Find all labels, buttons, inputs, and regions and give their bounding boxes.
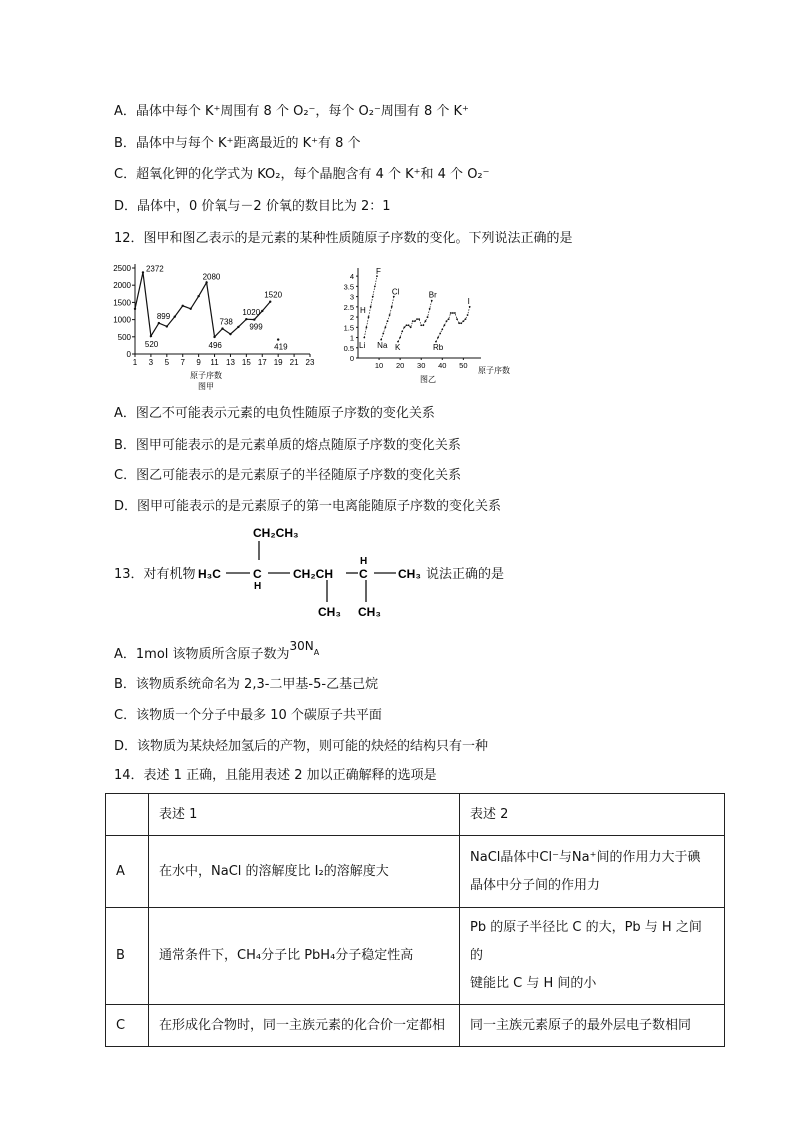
q14-table xyxy=(105,793,725,1047)
q13-stem-prefix: 13．对有机物 xyxy=(114,567,196,582)
chart-yi-element-label: Cl xyxy=(391,287,400,297)
chart-jia-data-label: 496 xyxy=(208,340,222,350)
chart-yi-series-line xyxy=(436,307,470,342)
row-s2 xyxy=(460,908,725,1005)
chart-yi-y-tick-label: 0.5 xyxy=(343,343,354,353)
table-row xyxy=(106,1005,725,1047)
chart-jia-y-tick-label: 2000 xyxy=(113,281,131,291)
chart-yi-element-label: Rb xyxy=(432,342,444,352)
chart-jia-x-tick-label: 23 xyxy=(305,358,315,367)
chart-yi-y-tick-label: 3 xyxy=(349,292,354,302)
chart-yi-element-label: F xyxy=(375,267,381,277)
chart-yi-y-tick-label: 2.5 xyxy=(343,302,354,312)
q13-option-a-formula: 30N xyxy=(289,639,314,653)
chart-jia-data-label: 1520 xyxy=(264,290,283,300)
chart-jia-y-tick-label: 500 xyxy=(117,332,131,342)
struct-h-below-c1: H xyxy=(254,581,262,592)
chart-jia-point xyxy=(245,318,247,320)
chart-jia-y-tick-label: 1000 xyxy=(113,315,131,325)
chart-jia-point xyxy=(166,325,168,327)
chart-yi-x-tick-label: 30 xyxy=(417,361,426,370)
q12-stem: 12．图甲和图乙表示的是元素的某种性质随原子序数的变化。下列说法正确的是 xyxy=(114,231,573,246)
chart-jia-y-tick-label: 1500 xyxy=(113,298,131,308)
q13-option-a xyxy=(114,639,320,664)
chart-jia-point xyxy=(269,301,271,303)
row-s1: 通常条件下，CH₄分子比 PbH₄分子稳定性高 xyxy=(149,908,460,1005)
row-label: A xyxy=(106,836,149,908)
table-row xyxy=(106,908,725,1005)
chart-yi-y-tick-label: 1.5 xyxy=(343,323,354,333)
table-header-s1: 表述 1 xyxy=(149,794,460,836)
row-s1: 在水中，NaCl 的溶解度比 I₂的溶解度大 xyxy=(149,836,460,908)
chart-yi-xlabel: 原子序数 xyxy=(478,366,510,375)
chart-jia-point xyxy=(134,308,136,310)
struct-c2: C xyxy=(359,567,368,581)
chart-jia-x-tick-label: 7 xyxy=(180,358,185,367)
table-header-row xyxy=(106,794,725,836)
row-s1: 在形成化合物时，同一主族元素的化合价一定都相 xyxy=(149,1005,460,1047)
q12-option-c: C．图乙可能表示的是元素原子的半径随原子序数的变化关系 xyxy=(114,468,462,483)
q13-stem-suffix: 说法正确的是 xyxy=(426,567,505,582)
chart-jia-x-tick-label: 21 xyxy=(289,358,299,367)
chart-yi-y-tick-label: 3.5 xyxy=(343,282,354,292)
q13-option-c: C．该物质一个分子中最多 10 个碳原子共平面 xyxy=(114,708,382,723)
q13-option-b: B．该物质系统命名为 2,3-二甲基-5-乙基己烷 xyxy=(114,677,379,692)
chart-jia-point xyxy=(150,335,152,337)
chart-yi-element-label: K xyxy=(395,342,401,352)
chart-yi-element-label: I xyxy=(467,296,470,306)
row-s2-line2: 晶体中分子间的作用力 xyxy=(470,877,601,893)
table-header-empty xyxy=(106,794,149,836)
chart-jia-caption: 图甲 xyxy=(198,382,214,391)
chart-jia-data-label: 419 xyxy=(274,342,288,352)
chart-yi-element-label: Li xyxy=(359,340,366,350)
chart-jia-x-tick-label: 11 xyxy=(210,358,219,367)
chart-yi-y-tick-label: 4 xyxy=(349,272,354,282)
chart-yi-x-tick-label: 10 xyxy=(374,361,384,370)
chart-jia-point xyxy=(237,326,239,328)
struct-branch-ch3-2: CH₃ xyxy=(358,605,381,619)
struct-ch2ch: CH₂CH xyxy=(293,567,333,581)
q13-option-a-sub: A xyxy=(313,648,320,657)
chart-jia-y-tick-label: 0 xyxy=(126,350,131,359)
chart-yi-element-label: Na xyxy=(377,340,388,350)
chart-jia-point xyxy=(142,271,144,273)
chart-jia-point xyxy=(174,315,176,317)
chart-jia-x-tick-label: 15 xyxy=(241,358,251,367)
chart-yi-x-tick-label: 20 xyxy=(395,361,405,370)
chart-jia-point xyxy=(221,327,223,329)
chart-jia-point xyxy=(213,336,215,338)
chart-yi-y-tick-label: 0 xyxy=(349,354,354,363)
chart-yi-y-tick-label: 2 xyxy=(349,313,354,323)
row-s2-line1: Pb 的原子半径比 C 的大，Pb 与 H 之间的 xyxy=(470,920,702,963)
q14-stem: 14．表述 1 正确，且能用表述 2 加以正确解释的选项是 xyxy=(114,768,437,783)
chart-jia-x-tick-label: 9 xyxy=(196,358,201,367)
chart-yi-x-tick-label: 40 xyxy=(438,361,447,370)
chart-jia-data-label: 2372 xyxy=(145,264,164,274)
chart-yi-x-tick-label: 50 xyxy=(459,361,468,370)
row-s2-line2: 键能比 C 与 H 间的小 xyxy=(470,976,597,991)
struct-h-above-c2: H xyxy=(360,556,368,567)
chart-jia-x-tick-label: 1 xyxy=(132,358,138,367)
chart-jia-point xyxy=(261,310,263,312)
chart-jia-data-label: 738 xyxy=(219,317,233,327)
q11-option-c: C．超氧化钾的化学式为 KO₂，每个晶胞含有 4 个 K⁺和 4 个 O₂⁻ xyxy=(114,167,490,182)
row-s2-line1: NaCl晶体中Cl⁻与Na⁺间的作用力大于碘 xyxy=(470,849,701,865)
chart-jia-data-label: 899 xyxy=(156,312,171,322)
struct-c1: C xyxy=(253,567,262,581)
chart-jia-data-label: 2080 xyxy=(202,272,221,282)
chart-jia-point xyxy=(253,318,255,320)
chart-jia xyxy=(108,258,328,393)
chart-jia-point xyxy=(197,295,199,297)
chart-jia-y-tick-label: 2500 xyxy=(113,264,131,273)
chart-jia-data-label: 999 xyxy=(249,322,263,332)
row-label: C xyxy=(106,1005,149,1047)
chart-jia-x-tick-label: 19 xyxy=(273,358,283,367)
chart-jia-x-tick-label: 3 xyxy=(148,358,154,367)
chart-yi-series-line xyxy=(381,297,394,340)
chart-jia-x-tick-label: 17 xyxy=(257,358,267,367)
row-label: B xyxy=(106,908,149,1005)
chart-yi-y-tick-label: 1 xyxy=(349,333,354,343)
chart-jia-x-tick-label: 5 xyxy=(164,358,170,367)
struct-top-ethyl: CH₂CH₃ xyxy=(253,526,299,540)
chart-jia-x-tick-label: 13 xyxy=(226,358,235,367)
chart-yi xyxy=(336,262,526,387)
chart-yi-element-label: H xyxy=(360,305,366,315)
chart-jia-point xyxy=(158,322,160,324)
q13-structure xyxy=(196,522,428,622)
q13-option-d: D．该物质为某炔烃加氢后的产物，则可能的炔烃的结构只有一种 xyxy=(114,739,489,754)
chart-jia-data-label: 520 xyxy=(144,340,159,350)
chart-jia-point xyxy=(189,308,191,310)
q12-option-a: A．图乙不可能表示元素的电负性随原子序数的变化关系 xyxy=(114,406,435,421)
chart-jia-xlabel: 原子序数 xyxy=(190,371,222,380)
q13-option-a-text: A．1mol 该物质所含原子数为 xyxy=(114,647,290,662)
q11-option-b: B．晶体中与每个 K⁺距离最近的 K⁺有 8 个 xyxy=(114,136,361,151)
struct-ch3-right: CH₃ xyxy=(398,567,421,581)
q11-option-a: A．晶体中每个 K⁺周围有 8 个 O₂⁻，每个 O₂⁻周围有 8 个 K⁺ xyxy=(114,104,469,119)
q12-option-b: B．图甲可能表示的是元素单质的熔点随原子序数的变化关系 xyxy=(114,438,461,453)
struct-branch-ch3-1: CH₃ xyxy=(318,605,341,619)
chart-yi-caption: 图乙 xyxy=(420,375,436,384)
chart-jia-point xyxy=(182,305,184,307)
struct-h3c: H₃C xyxy=(198,567,221,581)
table-row xyxy=(106,836,725,908)
chart-jia-point xyxy=(205,281,207,283)
row-s2 xyxy=(460,836,725,908)
q11-option-d: D．晶体中，0 价氧与－2 价氧的数目比为 2：1 xyxy=(114,199,391,214)
row-s2 xyxy=(460,1005,725,1047)
chart-jia-data-label: 1020 xyxy=(242,308,261,318)
row-s2-line1: 同一主族元素原子的最外层电子数相同 xyxy=(470,1017,692,1033)
chart-jia-point xyxy=(229,333,231,335)
q12-option-d: D．图甲可能表示的是元素原子的第一电离能随原子序数的变化关系 xyxy=(114,499,502,514)
chart-yi-element-label: Br xyxy=(428,290,437,300)
table-header-s2: 表述 2 xyxy=(460,794,725,836)
chart-jia-point xyxy=(277,338,279,340)
